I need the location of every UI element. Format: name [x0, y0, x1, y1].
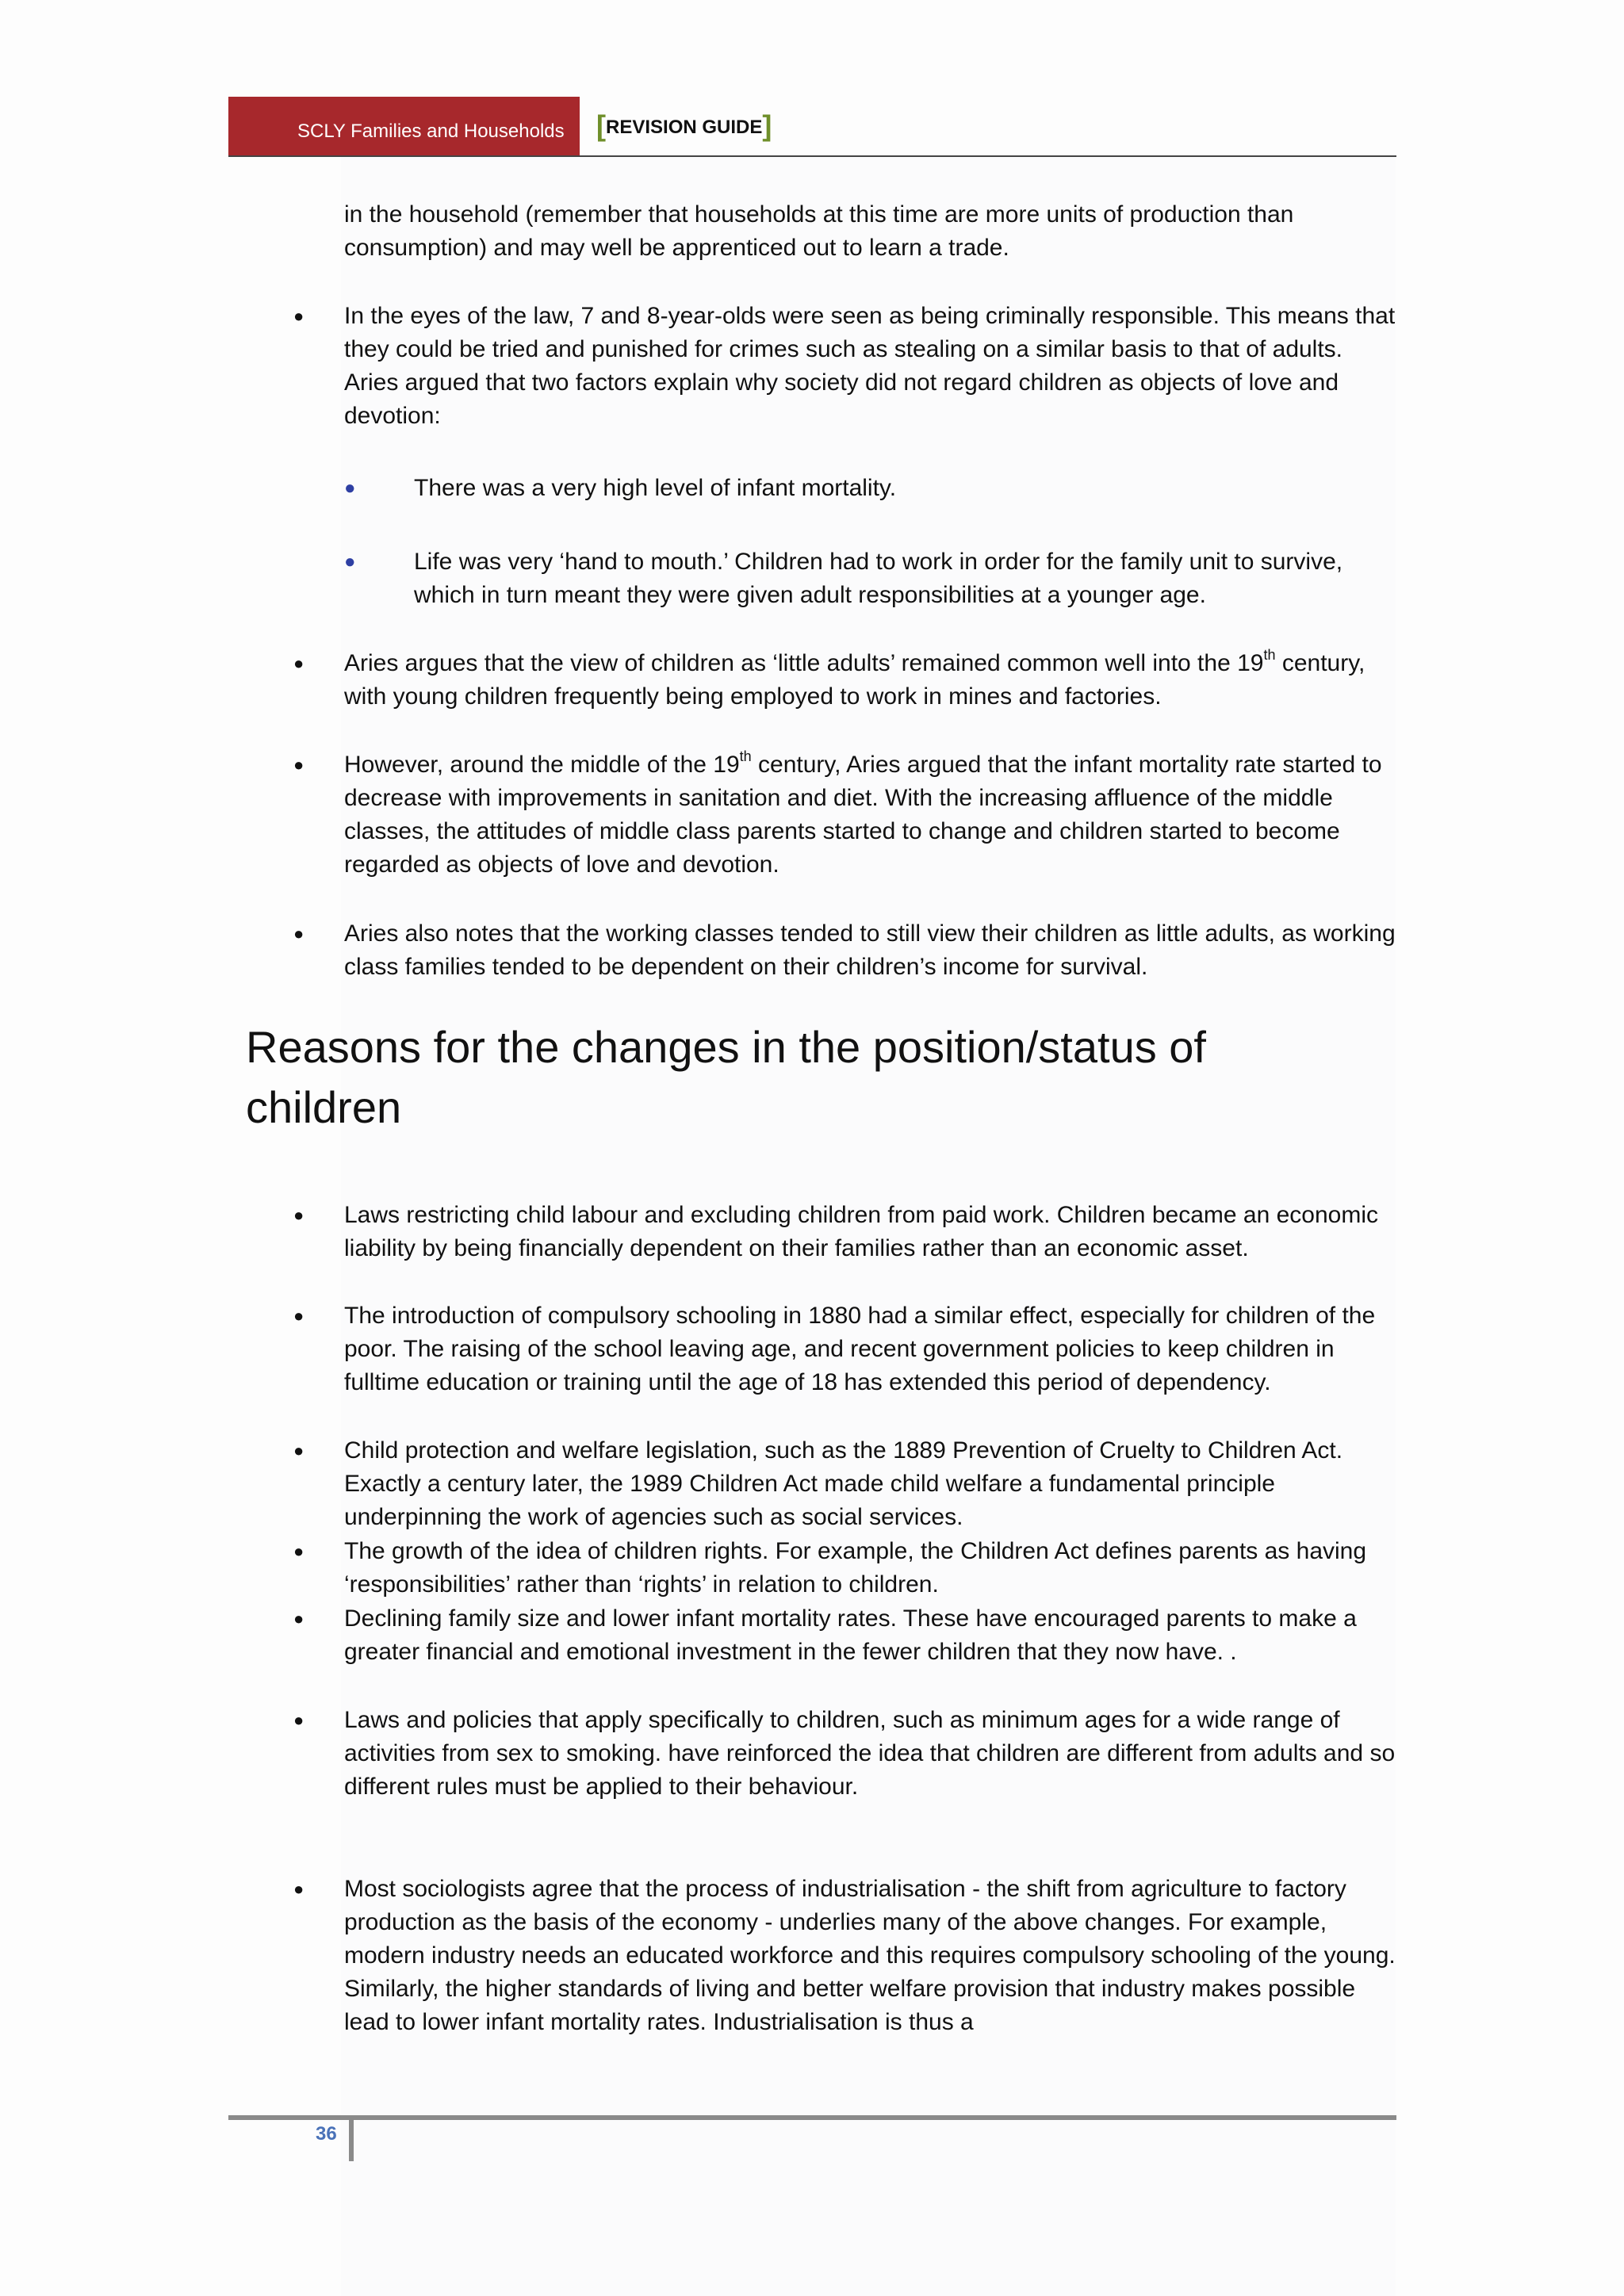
bullet-marker: ● [293, 1609, 304, 1628]
reason-item: Laws restricting child labour and excluding children from paid work. Children became an economic liability by being financially dependent on their families rather than an economic asset. [344, 1202, 1378, 1261]
footer-rule [228, 2115, 1396, 2120]
page-number: 36 [316, 2123, 337, 2145]
header-bracket-close: ] [762, 109, 772, 142]
bullet-little-adults [344, 647, 1399, 714]
header-guide-text: REVISION GUIDE [606, 117, 763, 138]
superscript-th: th [1263, 647, 1276, 663]
reason-item: Laws and policies that apply specifically to children, such as minimum ages for a wide range of activities from sex to smoking. have reinforced the idea that children are different from adults and so different rules must be applied to their behaviour. [344, 1707, 1396, 1800]
bullet-19th-century-text-b: century, Aries argued that the infant mortality rate started to decrease with improvements in sanitation and diet. With the increasing affluence of the middle classes, the attitudes of middle class parents started to change and children started to become regarded as objects of love and devotion. [344, 752, 1382, 878]
reason-item: The growth of the idea of children rights. For example, the Children Act defines parents as having ‘responsibilities’ rather than ‘rights’ in relation to children. [344, 1538, 1367, 1598]
header-guide-label [596, 109, 772, 143]
sub-bullet-hand-to-mouth: Life was very ‘hand to mouth.’ Children had to work in order for the family unit to survive, which in turn meant they were given adult responsibilities at a younger age. [414, 549, 1343, 608]
bullet-marker: ● [293, 1205, 304, 1225]
bullet-marker: ● [293, 755, 304, 775]
sub-bullet-marker: ● [344, 551, 356, 572]
header-rule [228, 155, 1396, 157]
sub-bullet-infant-mortality: There was a very high level of infant mortality. [414, 475, 897, 501]
header-bracket-open: [ [596, 109, 606, 142]
bullet-marker: ● [293, 1441, 304, 1460]
bullet-marker: ● [293, 306, 304, 326]
footer-divider [349, 2115, 354, 2161]
reason-item: The introduction of compulsory schooling in 1880 had a similar effect, especially for children of the poor. The raising of the school leaving age, and recent government policies to keep children in fulltime education or training until the age of 18 has extended this period of dependency. [344, 1303, 1376, 1395]
superscript-th: th [739, 748, 752, 764]
bullet-little-adults-text-b: century, with young children frequently being employed to work in mines and factories. [344, 650, 1365, 710]
sub-bullet-marker: ● [344, 477, 356, 499]
intro-continuation: in the household (remember that households at this time are more units of production than consumption) and may well be apprenticed out to learn a trade. [344, 201, 1294, 261]
bullet-little-adults-text-a: Aries argues that the view of children as ‘little adults’ remained common well into the 19 [344, 650, 1264, 676]
bullet-marker: ● [293, 924, 304, 943]
bullet-criminal-responsibility: In the eyes of the law, 7 and 8-year-olds were seen as being criminally responsible. This means that they could be tried and punished for crimes such as stealing on a similar basis to that of adults. Aries argued that two factors explain why society did not regard children as objects of love and devotion: [344, 303, 1396, 429]
reason-item: Most sociologists agree that the process of industrialisation - the shift from agriculture to factory production as the basis of the economy - underlies many of the above changes. For example, modern industry needs an educated workforce and this requires compulsory schooling of the young. Similarly, the higher standards of living and better welfare provision that industry makes possible lead to lower infant mortality rates. Industrialisation is thus a [344, 1876, 1396, 2035]
bullet-marker: ● [293, 1710, 304, 1730]
bullet-marker: ● [293, 1306, 304, 1326]
bullet-working-classes: Aries also notes that the working classes tended to still view their children as little adults, as working class families tended to be dependent on their children’s income for survival. [344, 920, 1396, 980]
bullet-19th-century-text-a: However, around the middle of the 19 [344, 752, 740, 778]
bullet-19th-century [344, 748, 1399, 882]
header-course-band [228, 97, 580, 157]
reason-item: Declining family size and lower infant mortality rates. These have encouraged parents to make a greater financial and emotional investment in the fewer children that they now have. . [344, 1605, 1357, 1665]
header-course-title: SCLY Families and Households [297, 121, 565, 142]
bullet-marker: ● [293, 1879, 304, 1899]
section-heading: Reasons for the changes in the position/status of children [246, 1022, 1206, 1132]
bullet-marker: ● [293, 1541, 304, 1561]
bullet-marker: ● [293, 653, 304, 673]
reason-item: Child protection and welfare legislation, such as the 1889 Prevention of Cruelty to Children Act. Exactly a century later, the 1989 Children Act made child welfare a fundamental principle underpinning the work of agencies such as social services. [344, 1437, 1343, 1530]
